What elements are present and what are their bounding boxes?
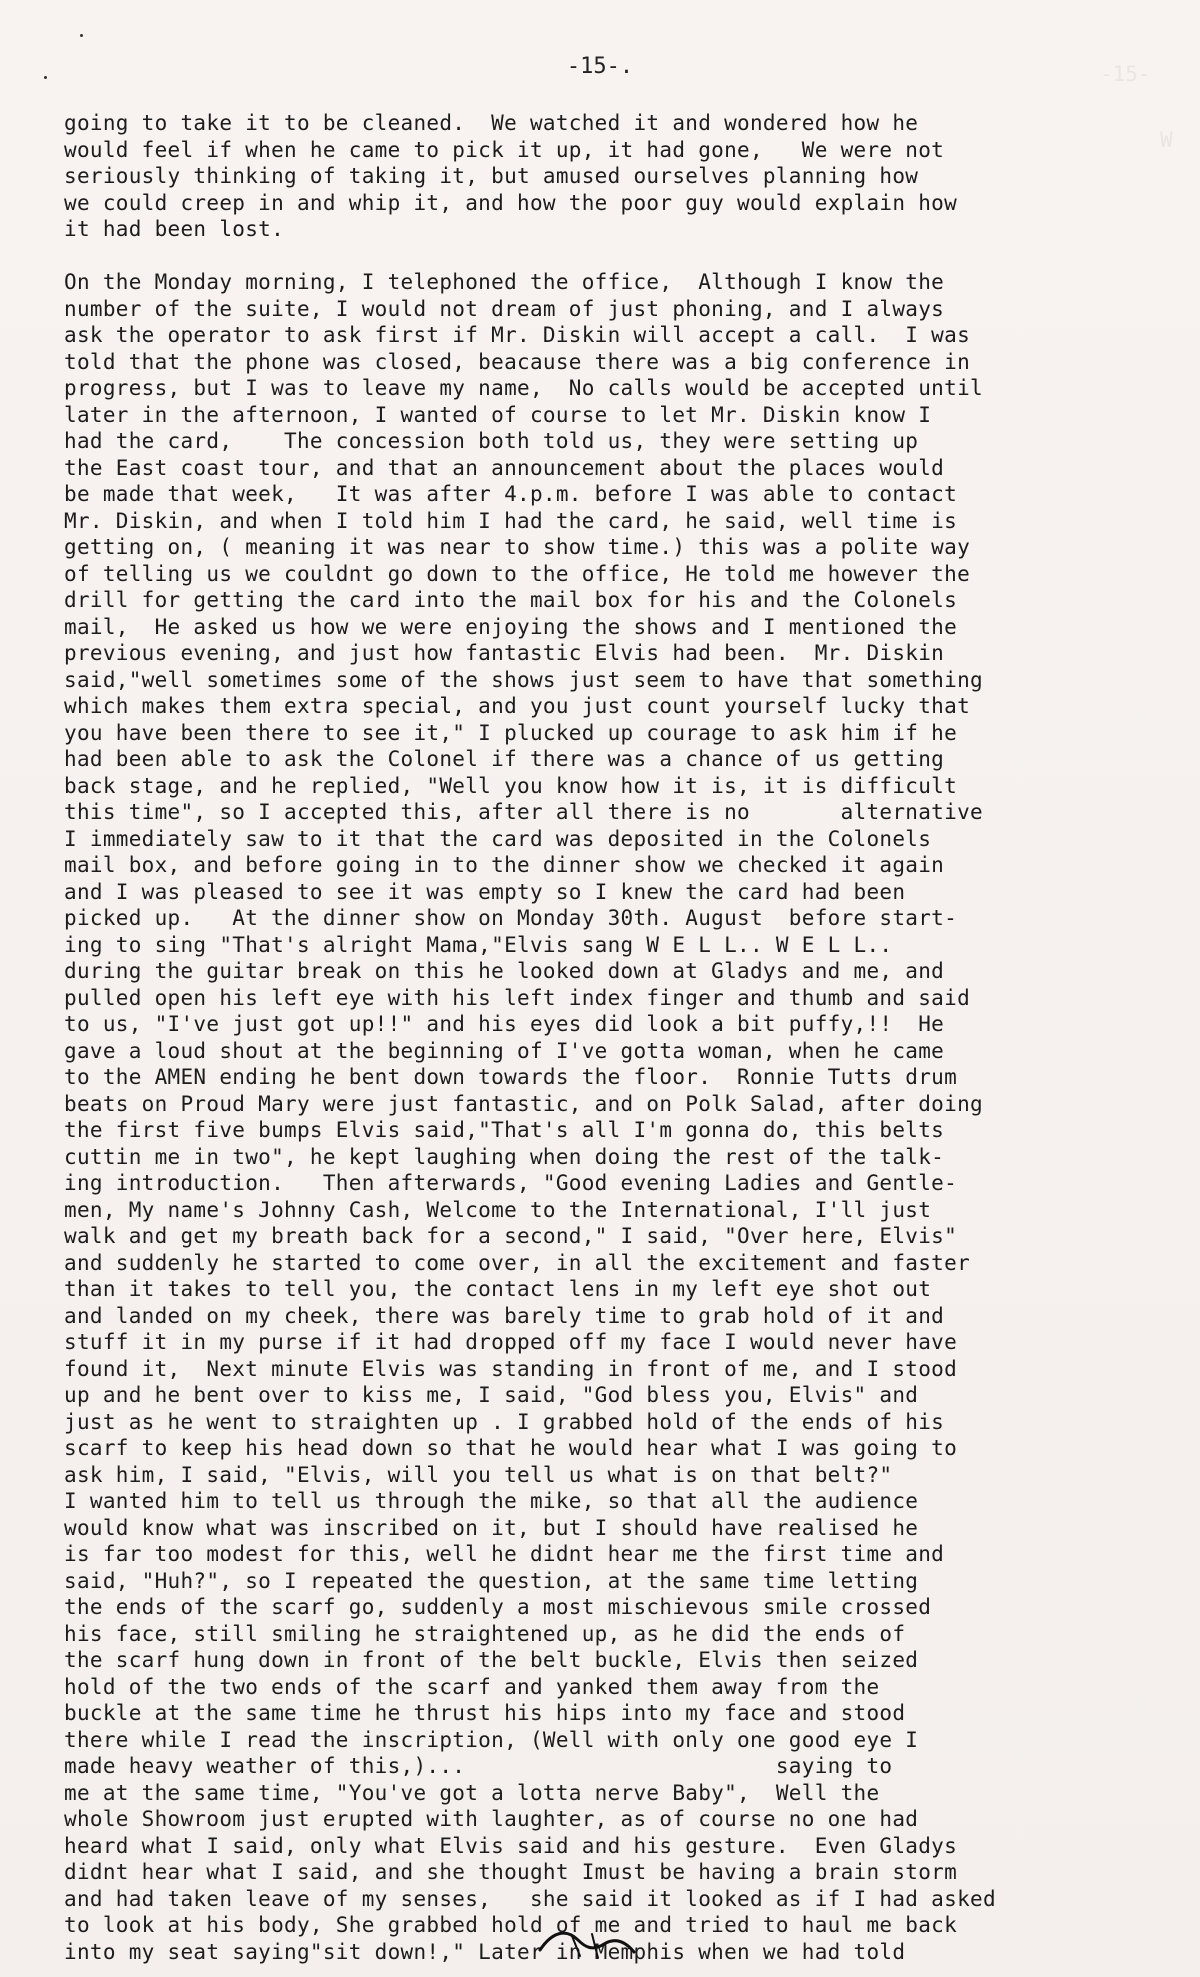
text-line: mail, He asked us how we were enjoying the shows and I mentioned the	[64, 614, 958, 639]
text-line: and had taken leave of my senses, she said it looked as if I had asked	[64, 1886, 996, 1911]
text-line: mail box, and before going in to the dinner show we checked it again	[64, 853, 945, 877]
text-line: heard what I said, only what Elvis said and his gesture. Even Gladys	[64, 1833, 958, 1858]
text-line: didnt hear what I said, and she thought Imust be having a brain storm	[64, 1860, 958, 1884]
text-line: pulled open his left eye with his left index finger and thumb and said	[64, 985, 971, 1010]
text-line: it had been lost.	[64, 217, 285, 241]
text-line: the ends of the scarf go, suddenly a most mischievous smile crossed	[64, 1595, 932, 1619]
text-line: to the AMEN ending he bent down towards the floor. Ronnie Tutts drum	[64, 1065, 958, 1089]
body-text	[64, 110, 1154, 1965]
text-line: had been able to ask the Colonel if there was a chance of us getting	[64, 747, 945, 771]
text-line: later in the afternoon, I wanted of course to let Mr. Diskin know I	[64, 402, 932, 427]
text-line: hold of the two ends of the scarf and yanked them away from the	[64, 1674, 880, 1699]
text-line: there while I read the inscription, (Well with only one good eye I	[64, 1727, 919, 1752]
text-line: beats on Proud Mary were just fantastic, and on Polk Salad, after doing	[64, 1091, 983, 1116]
paragraph-gap	[64, 243, 1154, 270]
text-line: of telling us we couldnt go down to the office, He told me however the	[64, 561, 971, 586]
ink-blot-mark	[532, 1922, 642, 1962]
text-line: to look at his body, She grabbed hold of me and tried to haul me back	[64, 1913, 958, 1937]
text-line: made heavy weather of this,)... saying to	[64, 1754, 893, 1778]
text-line: number of the suite, I would not dream of just phoning, and I always	[64, 296, 945, 321]
text-line: progress, but I was to leave my name, No calls would be accepted until	[64, 376, 983, 400]
text-line: ing to sing "That's alright Mama,"Elvis sang W E L L.. W E L L..	[64, 932, 893, 957]
bleed-through-text: W	[1160, 128, 1173, 152]
text-line: during the guitar break on this he looked down at Gladys and me, and	[64, 959, 945, 983]
text-line: is far too modest for this, well he didnt hear me the first time and	[64, 1542, 945, 1566]
text-line: the scarf hung down in front of the belt buckle, Elvis then seized	[64, 1648, 919, 1672]
text-line: getting on, ( meaning it was near to show time.) this was a polite way	[64, 535, 971, 559]
text-line: found it, Next minute Elvis was standing in front of me, and I stood	[64, 1356, 958, 1381]
text-line: previous evening, and just how fantastic Elvis had been. Mr. Diskin	[64, 641, 945, 665]
text-line: had the card, The concession both told us, they were setting up	[64, 429, 919, 453]
text-line: said, "Huh?", so I repeated the question, at the same time letting	[64, 1568, 919, 1593]
text-line: and I was pleased to see it was empty so I knew the card had been	[64, 879, 906, 904]
text-line: the first five bumps Elvis said,"That's all I'm gonna do, this belts	[64, 1118, 945, 1142]
text-line: me at the same time, "You've got a lotta nerve Baby", Well the	[64, 1780, 880, 1805]
text-line: up and he bent over to kiss me, I said, "God bless you, Elvis" and	[64, 1383, 919, 1407]
text-line: men, My name's Johnny Cash, Welcome to the International, I'll just	[64, 1197, 932, 1222]
text-line: be made that week, It was after 4.p.m. before I was able to contact	[64, 482, 958, 506]
text-line: walk and get my breath back for a second," I said, "Over here, Elvis"	[64, 1224, 958, 1248]
text-line: back stage, and he replied, "Well you know how it is, it is difficult	[64, 773, 958, 798]
text-line: stuff it in my purse if it had dropped off my face I would never have	[64, 1330, 958, 1354]
text-line: we could creep in and whip it, and how the poor guy would explain how	[64, 190, 958, 215]
text-line: you have been there to see it," I plucked up courage to ask him if he	[64, 720, 958, 745]
bleed-through-text: -15-	[1100, 62, 1151, 86]
text-line: scarf to keep his head down so that he would hear what I was going to	[64, 1436, 958, 1460]
text-line: just as he went to straighten up . I grabbed hold of the ends of his	[64, 1409, 945, 1434]
paragraph-1	[64, 110, 1154, 243]
text-line: than it takes to tell you, the contact lens in my left eye shot out	[64, 1277, 932, 1301]
text-line: into my seat saying"sit down!," Later in Memphis when we had told	[64, 1939, 906, 1964]
text-line: said,"well sometimes some of the shows just seem to have that something	[64, 667, 983, 692]
text-line: I wanted him to tell us through the mike, so that all the audience	[64, 1489, 919, 1513]
paragraph-2	[64, 269, 1154, 1965]
text-line: picked up. At the dinner show on Monday 30th. August before start-	[64, 906, 958, 930]
text-line: gave a loud shout at the beginning of I've gotta woman, when he came	[64, 1038, 945, 1063]
text-line: to us, "I've just got up!!" and his eyes did look a bit puffy,!! He	[64, 1012, 945, 1036]
text-line: seriously thinking of taking it, but amused ourselves planning how	[64, 164, 919, 188]
text-line: ask the operator to ask first if Mr. Diskin will accept a call. I was	[64, 323, 971, 347]
text-line: I immediately saw to it that the card was deposited in the Colonels	[64, 826, 932, 851]
text-line: buckle at the same time he thrust his hips into my face and stood	[64, 1701, 906, 1725]
text-line: his face, still smiling he straightened up, as he did the ends of	[64, 1621, 906, 1646]
text-line: and suddenly he started to come over, in all the excitement and faster	[64, 1250, 971, 1275]
text-line: ask him, I said, "Elvis, will you tell us what is on that belt?"	[64, 1462, 893, 1487]
text-line: On the Monday morning, I telephoned the office, Although I know the	[64, 270, 945, 294]
text-line: going to take it to be cleaned. We watched it and wondered how he	[64, 111, 919, 135]
text-line: would know what was inscribed on it, but I should have realised he	[64, 1515, 919, 1540]
text-line: would feel if when he came to pick it up, it had gone, We were not	[64, 137, 945, 162]
text-line: and landed on my cheek, there was barely time to grab hold of it and	[64, 1303, 945, 1328]
text-line: drill for getting the card into the mail box for his and the Colonels	[64, 588, 958, 612]
text-line: told that the phone was closed, beacause there was a big conference in	[64, 349, 971, 374]
text-line: this time", so I accepted this, after all there is no alternative	[64, 800, 983, 824]
text-line: whole Showroom just erupted with laughter, as of course no one had	[64, 1807, 919, 1831]
text-line: which makes them extra special, and you just count yourself lucky that	[64, 694, 971, 718]
text-line: cuttin me in two", he kept laughing when doing the rest of the talk-	[64, 1144, 945, 1169]
page-number: -15-.	[566, 54, 634, 79]
text-line: Mr. Diskin, and when I told him I had the card, he said, well time is	[64, 508, 958, 533]
text-line: the East coast tour, and that an announcement about the places would	[64, 455, 945, 480]
text-line: ing introduction. Then afterwards, "Good evening Ladies and Gentle-	[64, 1171, 958, 1195]
ink-speck	[80, 34, 83, 37]
